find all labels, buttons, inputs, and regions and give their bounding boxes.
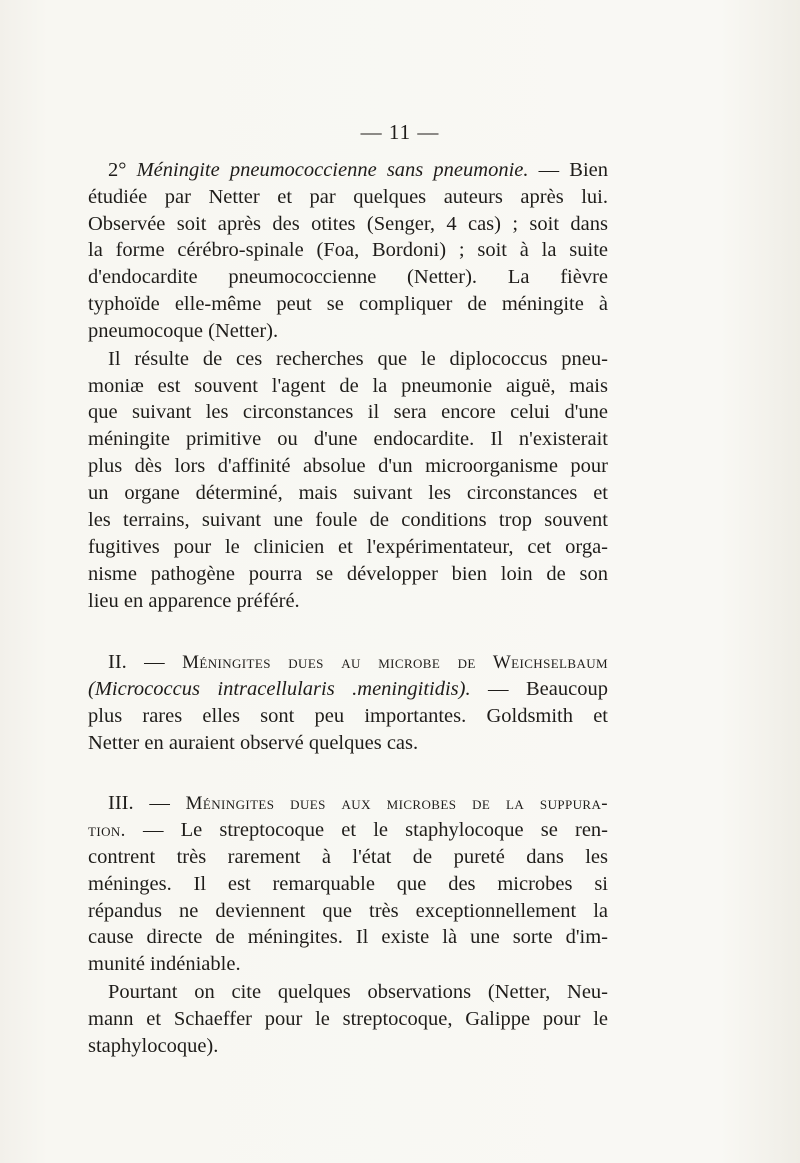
paragraph-2-line: Il résulte de ces recherches que le diplococcus pneu- [108, 348, 608, 370]
paragraph-2-line: que suivant les circonstances il sera encore celui d'une [88, 401, 608, 423]
text-run: 2° [108, 159, 137, 181]
paragraph-4-line: contrent très rarement à l'état de pureté dans les [88, 846, 608, 868]
paragraph-4-line: munité indéniable. [88, 953, 241, 975]
paragraph-5-line: mann et Schaeffer pour le streptocoque, Galippe pour le [88, 1008, 608, 1030]
paragraph-4-line: répandus ne deviennent que très exceptionnellement la [88, 900, 608, 922]
paragraph-4-line [88, 817, 608, 844]
paragraph-4-line: méninges. Il est remarquable que des microbes si [88, 873, 608, 895]
section-title: Méningite pneumococcienne sans pneumonie. [136, 159, 529, 181]
text-run: — Beaucoup [470, 678, 608, 700]
paragraph-2-line: plus dès lors d'affinité absolue d'un microorganisme pour [88, 455, 608, 477]
paragraph-5-line: staphylocoque). [88, 1035, 219, 1057]
paragraph-4-line [108, 790, 608, 817]
paragraph-3-line: plus rares elles sont peu importantes. Goldsmith et [88, 705, 608, 727]
paragraph-2-line: fugitives pour le clinicien et l'expérimentateur, cet orga- [88, 536, 608, 558]
paragraph-1-line [108, 157, 608, 183]
paragraph-2-line: les terrains, suivant une foule de conditions trop souvent [88, 509, 608, 531]
text-run: II. — [108, 651, 183, 673]
paragraph-2-line: moniæ est souvent l'agent de la pneumonie aiguë, mais [88, 375, 608, 397]
paragraph-2-line: un organe déterminé, mais suivant les circonstances et [88, 482, 608, 504]
taxon-name: (Micrococcus intracellularis .meningitidis). [88, 678, 471, 700]
page-number: — 11 — [360, 120, 440, 144]
paragraph-4-line: cause directe de méningites. Il existe là une sorte d'im- [88, 926, 608, 948]
paragraph-1-line: pneumocoque (Netter). [88, 320, 279, 342]
section-heading: Méningites dues aux microbes de la suppura- [185, 793, 608, 814]
paragraph-2-line: lieu en apparence préféré. [88, 590, 300, 612]
paragraph-1-line: d'endocardite pneumococcienne (Netter). La fièvre [88, 266, 608, 288]
text-run: — Bien [528, 159, 608, 181]
paragraph-2-line: nisme pathogène pourra se développer bien loin de son [88, 563, 608, 585]
paragraph-2-line: méningite primitive ou d'une endocardite. Il n'existerait [88, 428, 608, 450]
paragraph-3-line [88, 676, 608, 702]
paragraph-1-line: Observée soit après des otites (Senger, 4 cas) ; soit dans [88, 213, 608, 235]
section-heading: tion. [88, 820, 126, 841]
paragraph-1-line: typhoïde elle-même peut se compliquer de méningite à [88, 293, 608, 315]
paragraph-3-line: Netter en auraient observé quelques cas. [88, 732, 419, 754]
text-run: — Le streptocoque et le staphylocoque se ren- [125, 819, 608, 841]
paragraph-1-line: étudiée par Netter et par quelques auteurs après lui. [88, 186, 608, 208]
section-heading: Méningites dues au microbe de Weichselbaum [182, 652, 609, 673]
text-run: III. — [108, 792, 186, 814]
paragraph-1-line: la forme cérébro-spinale (Foa, Bordoni) ; soit à la suite [88, 239, 608, 261]
paragraph-3-line [108, 649, 608, 676]
paragraph-5-line: Pourtant on cite quelques observations (Netter, Neu- [108, 981, 608, 1003]
